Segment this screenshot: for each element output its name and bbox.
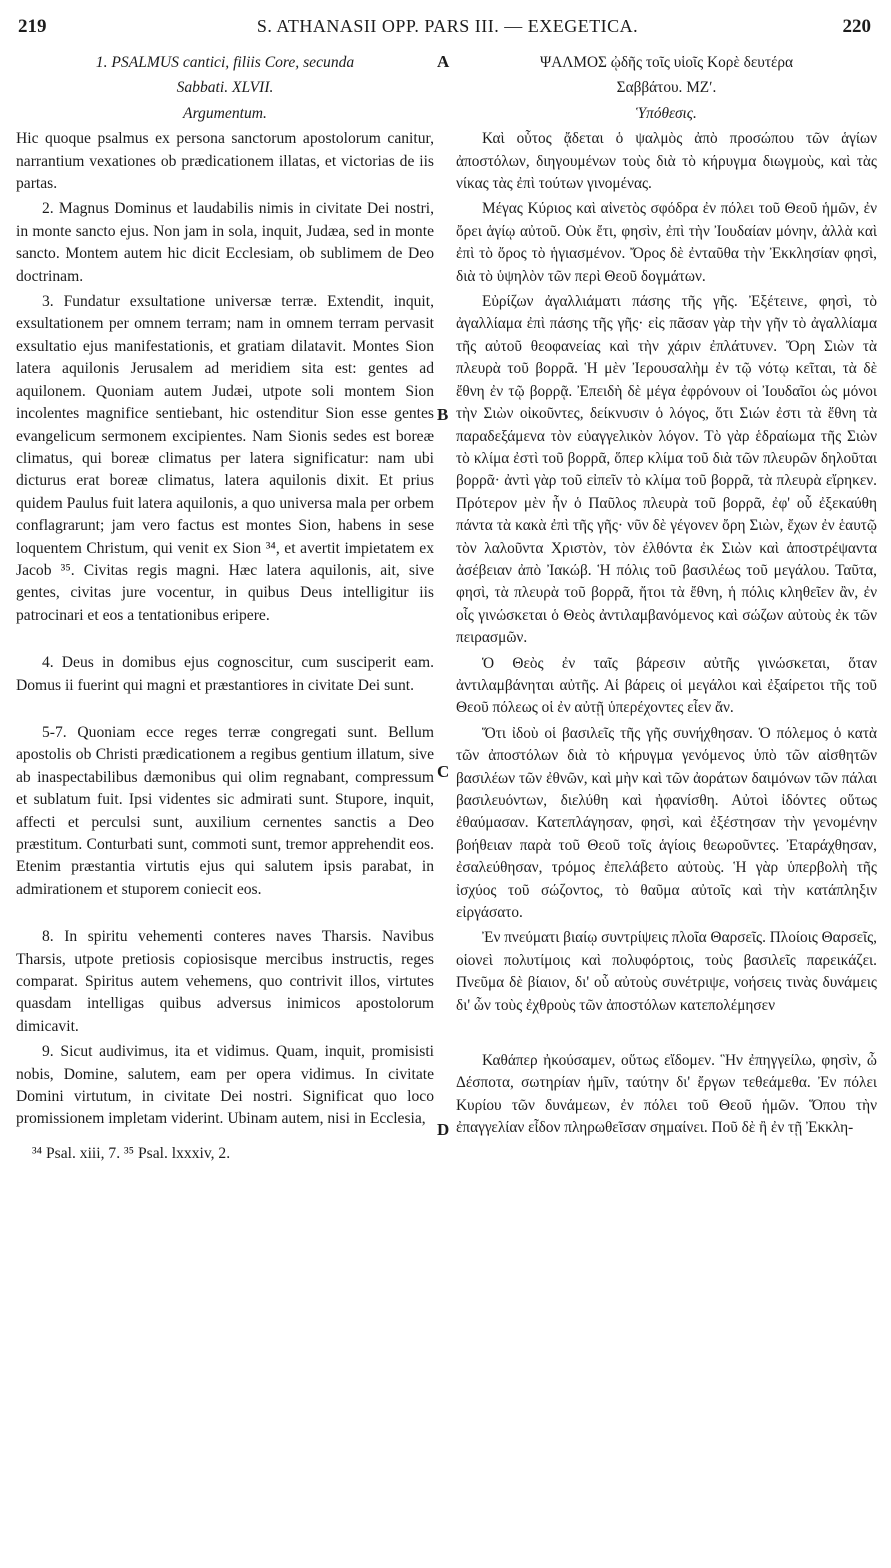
greek-psalm-subtitle: Σαββάτου. ΜΖʹ. xyxy=(616,79,717,97)
latin-paragraph: 3. Fundatur exsultatione universæ terræ. Extendit, inquit, exsultationem per omnem terram; nam in omnem terram pervasit exsultatio ejus manifestationis, et gratiam dilatavit. Montes Sion latera aquilonis Jerusalem ad meridiem sita est: gentes ad aquilonem. Quoniam autem Judæi, utpote soli montem Sion incolentes magnifice sentiebant, hic ostenditur Sion esse gentes evangelicum sermonem excipientes. Nam Sionis sedes est boreæ climatus, qui boreæ climatus per latera significatur: nam ubi dicturus erat boreæ climatus, latera aquilonis dixit. Et prius quidem Paulus fuit latera aquilonis, a quo universa mala per orbem conflagrarunt; jam vero factus est montes Sion, habens in sese loquentem Christum, qui venit ex Sion ³⁴, et avertit impietatem ex Jacob ³⁵. Civitas regis magni. Hæc latera aquilonis, ait, sive gentes, civitas jure vocentur, in quibus Deus intelligitur iis patrocinari et eos a tentationibus eripere. xyxy=(16,293,434,624)
margin-letter-b: B xyxy=(437,405,449,424)
latin-psalm-title: 1. PSALMUS cantici, filiis Core, secunda xyxy=(95,54,355,71)
margin-letter-a: A xyxy=(437,52,450,71)
greek-hypothesis-heading: Ὑπόθεσις. xyxy=(636,104,697,122)
page-number-left: 219 xyxy=(18,16,47,37)
latin-paragraph: 9. Sicut audivimus, ita et vidimus. Quam, inquit, promisisti nobis, Domine, salutem, eam per opera vidimus. In civitate Domini virtutum, in civitate Dei nostri. Significat quo loco promissionem impletam viderint. Ubinam autem, nisi in Ecclesia, xyxy=(16,1043,434,1128)
latin-paragraph: Hic quoque psalmus ex persona sanctorum apostolorum canitur, narrantium vexationes ob prædicationem illatas, et victorias de iis partas. xyxy=(16,130,434,193)
latin-paragraph: 2. Magnus Dominus et laudabilis nimis in civitate Dei nostri, in monte sancto ejus. Non jam in sola, inquit, Judæa, sed in monte sancto. Montem autem hic dicit Ecclesiam, ob sublimem de Deo doctrinam. xyxy=(16,200,434,285)
latin-argumentum-heading: Argumentum. xyxy=(183,104,267,122)
latin-paragraph: 5-7. Quoniam ecce reges terræ congregati sunt. Bellum apostolis ob Christi prædicationem a regibus gentium illatum, sive ab inaspectabilibus dæmonibus qui olim regnabant, compressum et sublatum fuit. Ipsi videntes sic admirati sunt. Stupore, inquit, affecti et perculsi sunt, auxilium cernentes sanctis a Deo præstitum. Conturbati sunt, commoti sunt, tremor apprehendit eos. Etenim præstantia virtutis ejus qui salutem ipsis parabat, in admirationem et stuporem coniecit eos. xyxy=(16,723,434,898)
greek-paragraph: Ὁ Θεὸς ἐν ταῖς βάρεσιν αὐτῆς γινώσκεται, ὅταν ἀντιλαμβάνηται αὐτῆς. Αἱ βάρεις οἱ μεγάλοι καὶ ἐξαίρετοι τῆς τοῦ Θεοῦ πόλεως οἱ ἐν αὐτῇ ὑπερέχοντες εἶεν ἄν. xyxy=(456,654,877,717)
greek-psalm-title: ΨΑΛΜΟΣ ᾠδῆς τοῖς υἱοῖς Κορὲ δευτέρα xyxy=(539,54,794,71)
page-number-right: 220 xyxy=(842,16,871,37)
greek-paragraph: Εὐρίζων ἀγαλλιάματι πάσης τῆς γῆς. Ἐξέτεινε, φησὶ, τὸ ἀγαλλίαμα ἐπὶ πάσης τῆς γῆς· εἰς πᾶσαν γὰρ τὴν γῆν τὸ ἀγαλλίαμα τῆς αὐτοῦ θεοφανείας καὶ τὴν χάριν ἐπλάτυνεν. Ὄρη Σιὼν τὰ πλευρὰ τοῦ βορρᾶ. Ἡ μὲν Ἰερουσαλὴμ ἐν τῷ νότῳ κεῖται, τὰ δὲ ἔθνη ἐν τῷ βορρᾷ. Ἐπειδὴ δὲ μέγα ἐφρόνουν οἱ Ἰουδαῖοι ὡς μόνοι τὴν Σιὼν οἰκοῦντες, δείκνυσιν ὁ λόγος, ὅτι Σιών ἐστι τὰ ἔθνη τὰ παραδεξάμενα τὸν εὐαγγελικὸν λόγον. Τὸ γὰρ ἑδραίωμα τῆς Σιὼν τὸ κλίμα ἐστὶ τοῦ βορρᾶ, ὅπερ κλίμα τοῦ διὰ τῶν πλευρῶν δηλοῦται βορρᾶ· ἀντὶ γὰρ τοῦ εἰπεῖν τὸ κλίμα τοῦ βορρᾶ, τὰ πλευρὰ εἴρηκεν. Πρότερον μὲν ἦν ὁ Παῦλος πλευρὰ τοῦ βορρᾶ, ἐφ' οὗ ἐξεκαύθη πάντα τὰ κακὰ ἐπὶ τῆς γῆς· νῦν δὲ γέγονεν ὄρη Σιὼν, ἔχων ἐν ἑαυτῷ τὸν λαλοῦντα Χριστὸν, τὸν ἐλθόντα ἐκ Σιὼν καὶ ἀποστρέψαντα ἀσέβειαν ἀπὸ Ἰακώβ. Ἡ πόλις τοῦ βασιλέως τοῦ μεγάλου. Ταῦτα, φησὶ, τὰ πλευρὰ τοῦ βορρᾶ, ἤτοι τὰ ἔθνη, ἡ πόλις κληθεῖεν ἂν, ἐν οἷς γινώσκεται ὁ Θεὸς ἀντιλαμβανόμενος καὶ σώζων αὐτοὺς ἐκ τῶν πειρασμῶν. xyxy=(456,293,877,647)
greek-paragraph: Καὶ οὗτος ᾄδεται ὁ ψαλμὸς ἀπὸ προσώπου τῶν ἁγίων ἀποστόλων, διηγουμένων τοὺς διὰ τὸ κήρυγμα διωγμοὺς, καὶ τὰς νίκας τὰς ἐπὶ τούτων γινομένας. xyxy=(456,130,877,193)
greek-paragraph: Ὅτι ἰδοὺ οἱ βασιλεῖς τῆς γῆς συνήχθησαν. Ὁ πόλεμος ὁ κατὰ τῶν ἀποστόλων διὰ τὸ κήρυγμα γενόμενος ὑπὸ τῶν αἰσθητῶν βασιλέων τῶν ἐθνῶν, καὶ μὴν καὶ τῶν ἀοράτων δαιμόνων τῶν πάλαι βασιλευόντων, διελύθη καὶ ἠφανίσθη. Αὐτοὶ ἰδόντες οὕτως ἐθαύμασαν. Κατεπλάγησαν, φησὶ, καὶ ἐξέστησαν τὴν γενομένην βοήθειαν παρὰ τοῦ Θεοῦ τοῖς ἁγίοις θεωροῦντες. Ἐταράχθησαν, ἐσαλεύθησαν, τρόμος ἐπελάβετο αὐτοὺς. Ἡ γὰρ ὑπερβολὴ τῆς ἰσχύος τοῦ σώζοντος, τὸ θαῦμα αὐτοῖς καὶ τὴν κατάπληξιν εἰργάσατο. xyxy=(456,724,877,922)
page-header xyxy=(14,16,881,46)
footnotes: ³⁴ Psal. xiii, 7. ³⁵ Psal. lxxxiv, 2. xyxy=(32,1144,231,1162)
greek-paragraph: Καθάπερ ἠκούσαμεν, οὕτως εἴδομεν. Ἣν ἐπηγγείλω, φησὶν, ὦ Δέσποτα, σωτηρίαν ἡμῖν, ταύτην δι' ἔργων τεθεάμεθα. Ἐν πόλει Κυρίου τῶν δυνάμεων, ἐν πόλει τοῦ Θεοῦ ἡμῶν. Ὅπου τὴν ἐπαγγελίαν εἶδον πληρωθεῖσαν σημαίνει. Ποῦ δὲ ἢ ἐν τῇ Ἐκκλη- xyxy=(456,1052,877,1137)
latin-paragraph: 8. In spiritu vehementi conteres naves Tharsis. Navibus Tharsis, utpote pretiosis copiosisque mercibus instructis, reges comparat. Spiritus autem vehemens, quo contrivit illos, virtutes quasdam intelligas quibus adversus inimicos apostolorum dimicavit. xyxy=(16,928,434,1035)
margin-letter-d: D xyxy=(437,1120,450,1139)
latin-psalm-subtitle: Sabbati. XLVII. xyxy=(176,79,274,97)
greek-column xyxy=(456,52,877,1552)
margin-letter-c: C xyxy=(437,762,450,781)
latin-column xyxy=(16,52,434,1552)
latin-paragraph: 4. Deus in domibus ejus cognoscitur, cum susciperit eam. Domus ii fuerint qui magni et præstantiores in civitate Dei sunt. xyxy=(16,654,434,694)
greek-paragraph: Ἐν πνεύματι βιαίῳ συντρίψεις πλοῖα Θαρσεῖς. Πλοίοις Θαρσεῖς, οἱονεὶ πολυτίμοις καὶ πολυφόρτοις, τοὺς βασιλεῖς παρεικάζει. Πνεῦμα δὲ βίαιον, δι' οὗ αὐτοὺς συνέτριψε, νοήσεις τινὰς δυνάμεις δι' ὧν τοὺς ἐχθροὺς τῶν ἀποστόλων κατεπολέμησεν xyxy=(456,929,877,1014)
greek-paragraph: Μέγας Κύριος καὶ αἰνετὸς σφόδρα ἐν πόλει τοῦ Θεοῦ ἡμῶν, ἐν ὄρει ἁγίῳ αὐτοῦ. Οὐκ ἔτι, φησὶν, ἐπὶ τὴν Ἰουδαίαν μόνην, ἀλλὰ καὶ ἐπὶ τὸ ὄρος τὸ ἡγιασμένον. Ὄρος δὲ ἐνταῦθα τὴν Ἐκκλησίαν φησὶ, διὰ τὸ ὑψηλὸν τῶν περὶ Θεοῦ δογμάτων. xyxy=(456,200,877,285)
running-title: S. ATHANASII OPP. PARS III. — EXEGETICA. xyxy=(256,16,639,36)
